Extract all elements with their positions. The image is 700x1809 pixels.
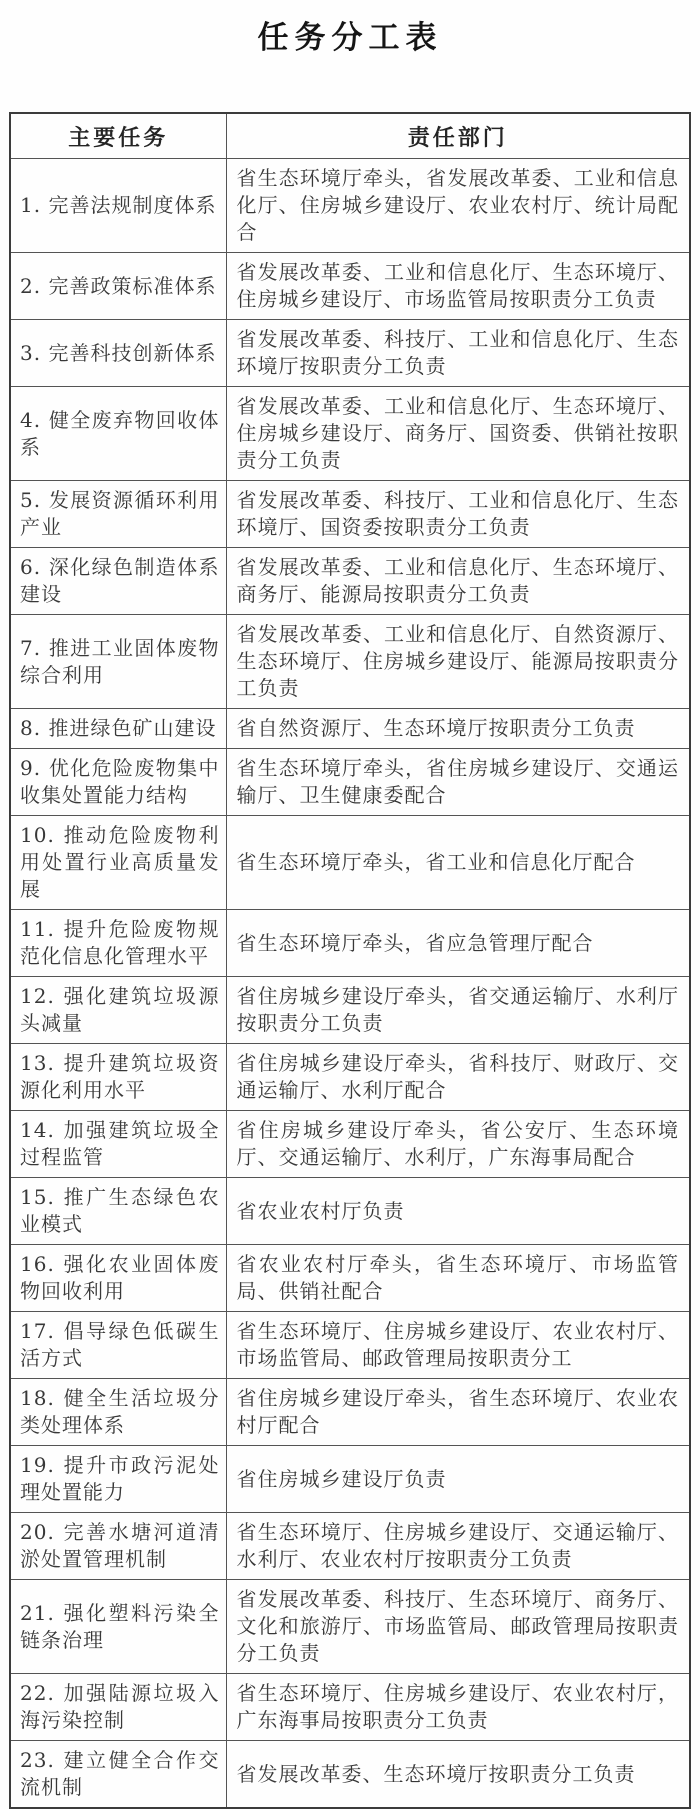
dept-cell: 省住房城乡建设厅负责 [226,1446,690,1513]
table-row [10,159,690,253]
table-row [10,1741,690,1809]
table-row [10,1178,690,1245]
dept-cell: 省生态环境厅、住房城乡建设厅、农业农村厅，广东海事局按职责分工负责 [226,1674,690,1741]
table-row [10,1513,690,1580]
dept-cell: 省生态环境厅牵头，省发展改革委、工业和信息化厅、住房城乡建设厅、农业农村厅、统计局配合 [226,159,690,253]
task-cell: 4. 健全废弃物回收体系 [10,387,226,481]
task-cell: 10. 推动危险废物利用处置行业高质量发展 [10,816,226,910]
dept-cell: 省生态环境厅牵头，省工业和信息化厅配合 [226,816,690,910]
table-header-row [10,113,690,159]
column-header-responsible-departments: 责任部门 [226,113,690,159]
task-cell: 13. 提升建筑垃圾资源化利用水平 [10,1044,226,1111]
task-cell: 16. 强化农业固体废物回收利用 [10,1245,226,1312]
dept-cell: 省生态环境厅、住房城乡建设厅、交通运输厅、水利厅、农业农村厅按职责分工负责 [226,1513,690,1580]
task-cell: 12. 强化建筑垃圾源头减量 [10,977,226,1044]
table-row [10,977,690,1044]
dept-cell: 省发展改革委、工业和信息化厅、生态环境厅、住房城乡建设厅、商务厅、国资委、供销社按职责分工负责 [226,387,690,481]
table-row [10,253,690,320]
task-cell: 14. 加强建筑垃圾全过程监管 [10,1111,226,1178]
page-title: 任务分工表 [257,20,443,56]
table-row [10,1044,690,1111]
task-cell: 9. 优化危险废物集中收集处置能力结构 [10,749,226,816]
dept-cell: 省发展改革委、科技厅、工业和信息化厅、生态环境厅、国资委按职责分工负责 [226,481,690,548]
dept-cell: 省住房城乡建设厅牵头，省生态环境厅、农业农村厅配合 [226,1379,690,1446]
task-cell: 15. 推广生态绿色农业模式 [10,1178,226,1245]
task-cell: 3. 完善科技创新体系 [10,320,226,387]
table-row [10,816,690,910]
task-cell: 18. 健全生活垃圾分类处理体系 [10,1379,226,1446]
task-cell: 23. 建立健全合作交流机制 [10,1741,226,1809]
dept-cell: 省发展改革委、工业和信息化厅、自然资源厅、生态环境厅、住房城乡建设厅、能源局按职责分工负责 [226,615,690,709]
task-cell: 7. 推进工业固体废物综合利用 [10,615,226,709]
table-row [10,1379,690,1446]
table-row [10,1312,690,1379]
table-row [10,910,690,977]
task-cell: 19. 提升市政污泥处理处置能力 [10,1446,226,1513]
table-row [10,481,690,548]
table-row [10,320,690,387]
task-division-table [9,112,691,1809]
dept-cell: 省自然资源厅、生态环境厅按职责分工负责 [226,709,690,749]
dept-cell: 省发展改革委、科技厅、工业和信息化厅、生态环境厅按职责分工负责 [226,320,690,387]
table-row [10,1446,690,1513]
task-cell: 1. 完善法规制度体系 [10,159,226,253]
task-cell: 11. 提升危险废物规范化信息化管理水平 [10,910,226,977]
task-cell: 22. 加强陆源垃圾入海污染控制 [10,1674,226,1741]
table-row [10,615,690,709]
dept-cell: 省住房城乡建设厅牵头，省公安厅、生态环境厅、交通运输厅、水利厅，广东海事局配合 [226,1111,690,1178]
table-row [10,387,690,481]
dept-cell: 省住房城乡建设厅牵头，省交通运输厅、水利厅按职责分工负责 [226,977,690,1044]
task-cell: 17. 倡导绿色低碳生活方式 [10,1312,226,1379]
dept-cell: 省农业农村厅牵头，省生态环境厅、市场监管局、供销社配合 [226,1245,690,1312]
task-cell: 8. 推进绿色矿山建设 [10,709,226,749]
document-page [0,14,700,1809]
dept-cell: 省生态环境厅牵头，省应急管理厅配合 [226,910,690,977]
dept-cell: 省发展改革委、科技厅、生态环境厅、商务厅、文化和旅游厅、市场监管局、邮政管理局按职责分工负责 [226,1580,690,1674]
task-cell: 2. 完善政策标准体系 [10,253,226,320]
table-row [10,1245,690,1312]
table-row [10,709,690,749]
dept-cell: 省发展改革委、工业和信息化厅、生态环境厅、商务厅、能源局按职责分工负责 [226,548,690,615]
task-cell: 6. 深化绿色制造体系建设 [10,548,226,615]
dept-cell: 省生态环境厅牵头，省住房城乡建设厅、交通运输厅、卫生健康委配合 [226,749,690,816]
table-row [10,1580,690,1674]
dept-cell: 省农业农村厅负责 [226,1178,690,1245]
dept-cell: 省住房城乡建设厅牵头，省科技厅、财政厅、交通运输厅、水利厅配合 [226,1044,690,1111]
task-cell: 5. 发展资源循环利用产业 [10,481,226,548]
table-row [10,1674,690,1741]
task-cell: 21. 强化塑料污染全链条治理 [10,1580,226,1674]
dept-cell: 省发展改革委、生态环境厅按职责分工负责 [226,1741,690,1809]
dept-cell: 省发展改革委、工业和信息化厅、生态环境厅、住房城乡建设厅、市场监管局按职责分工负责 [226,253,690,320]
table-row [10,548,690,615]
task-cell: 20. 完善水塘河道清淤处置管理机制 [10,1513,226,1580]
dept-cell: 省生态环境厅、住房城乡建设厅、农业农村厅、市场监管局、邮政管理局按职责分工 [226,1312,690,1379]
column-header-main-tasks: 主要任务 [10,113,226,159]
table-row [10,1111,690,1178]
table-row [10,749,690,816]
